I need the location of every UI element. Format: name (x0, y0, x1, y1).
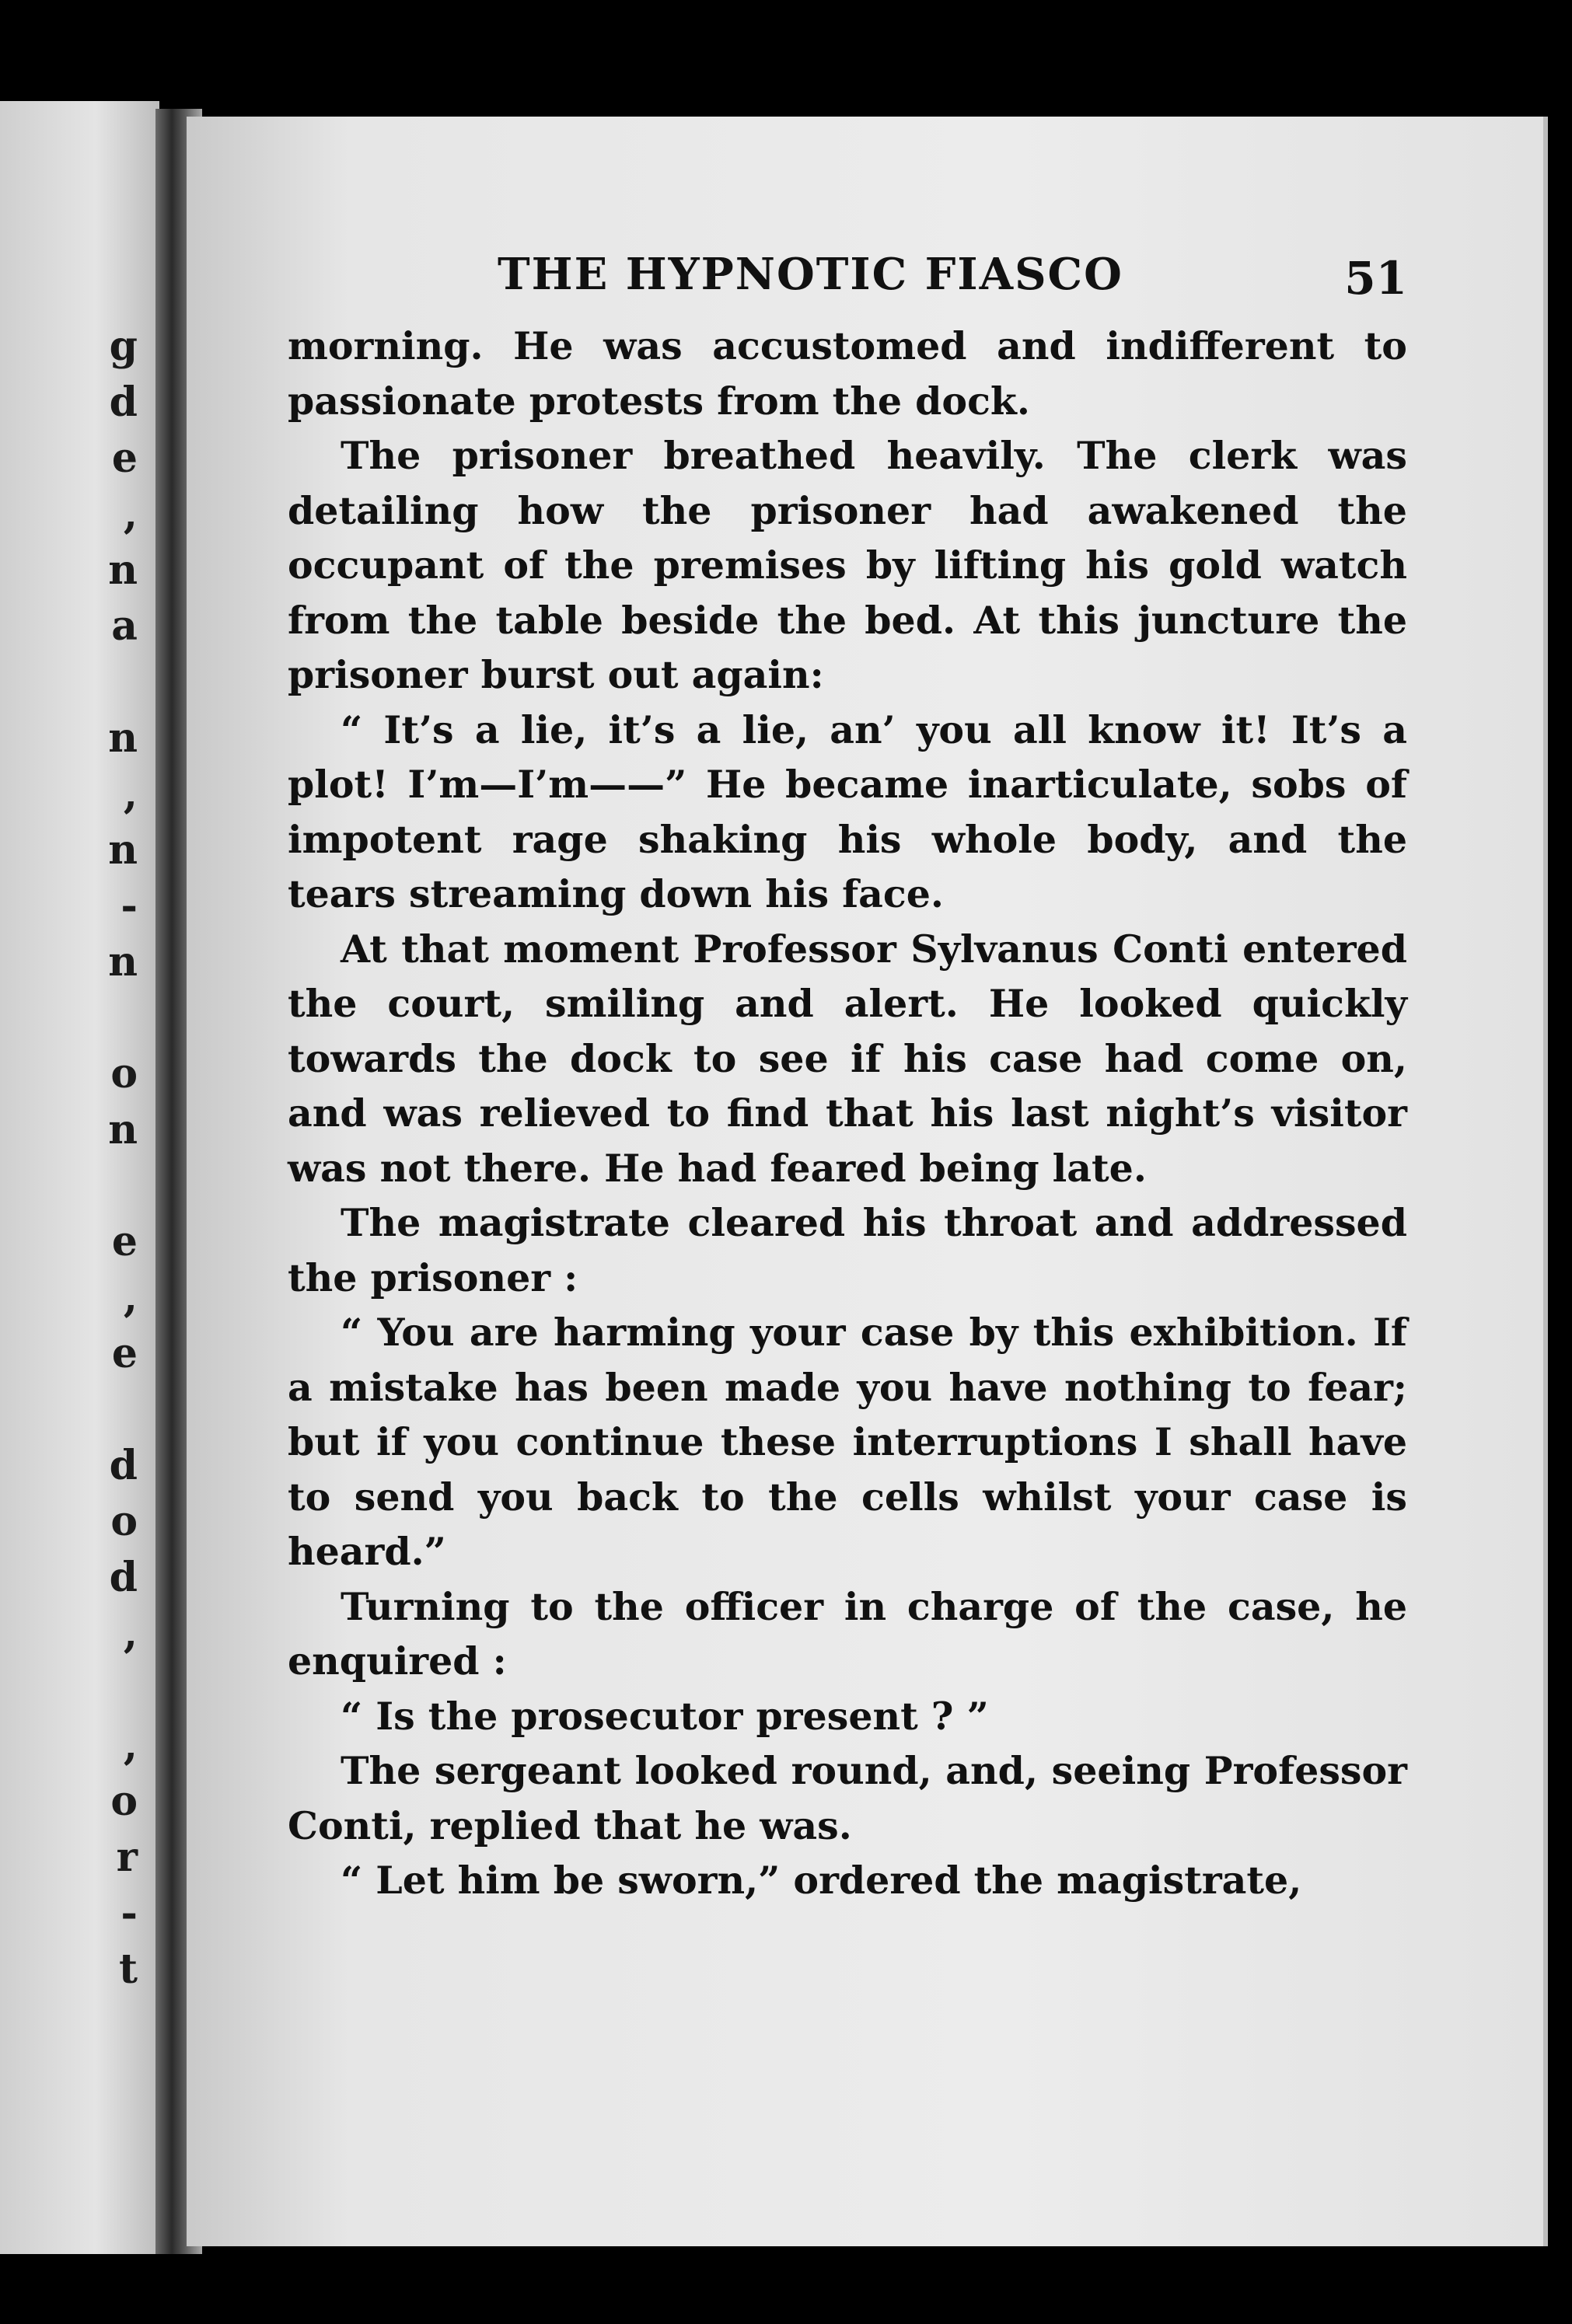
paragraph: The sergeant looked round, and, seeing Professor Conti, replied that he was. (288, 1748, 1407, 1848)
left-page-margin-text: g d e , n a n , n - n o n e , e d o d , , o r - t (108, 323, 138, 1993)
paragraph: morning. He was accustomed and indifferent to passionate protests from the dock. (288, 323, 1407, 424)
paragraph: “ Is the prosecutor present ? ” (341, 1693, 989, 1739)
page-number: 51 (1344, 252, 1407, 305)
body-text (288, 319, 1407, 1908)
running-title: THE HYPNOTIC FIASCO (498, 249, 1123, 300)
paragraph: Turning to the officer in charge of the case, he enquired : (288, 1583, 1407, 1684)
left-page-edge (0, 101, 159, 2254)
paragraph: The magistrate cleared his throat and addressed the prisoner : (288, 1200, 1407, 1300)
page-text-block (288, 249, 1407, 1908)
paragraph: At that moment Professor Sylvanus Conti entered the court, smiling and alert. He looked quickly towards the dock to see if his case had come on, and was relieved to find that his last night’s visitor was not there. He had feared being late. (288, 926, 1407, 1191)
paragraph: “ You are harming your case by this exhibition. If a mistake has been made you have nothing to fear; but if you continue these interruptions I shall have to send you back to the cells whilst your case is heard.” (288, 1310, 1407, 1574)
right-page (187, 117, 1548, 2246)
running-head (288, 249, 1407, 319)
paragraph: The prisoner breathed heavily. The clerk was detailing how the prisoner had awakened the occupant of the premises by lifting his gold watch from the table beside the bed. At this juncture the prisoner burst out again: (288, 433, 1407, 697)
paragraph: “ Let him be sworn,” ordered the magistrate, (341, 1858, 1302, 1903)
paragraph: “ It’s a lie, it’s a lie, an’ you all know it! It’s a plot! I’m—I’m——” He became inarticulate, sobs of impotent rage shaking his whole body, and the tears streaming down his face. (288, 707, 1407, 916)
